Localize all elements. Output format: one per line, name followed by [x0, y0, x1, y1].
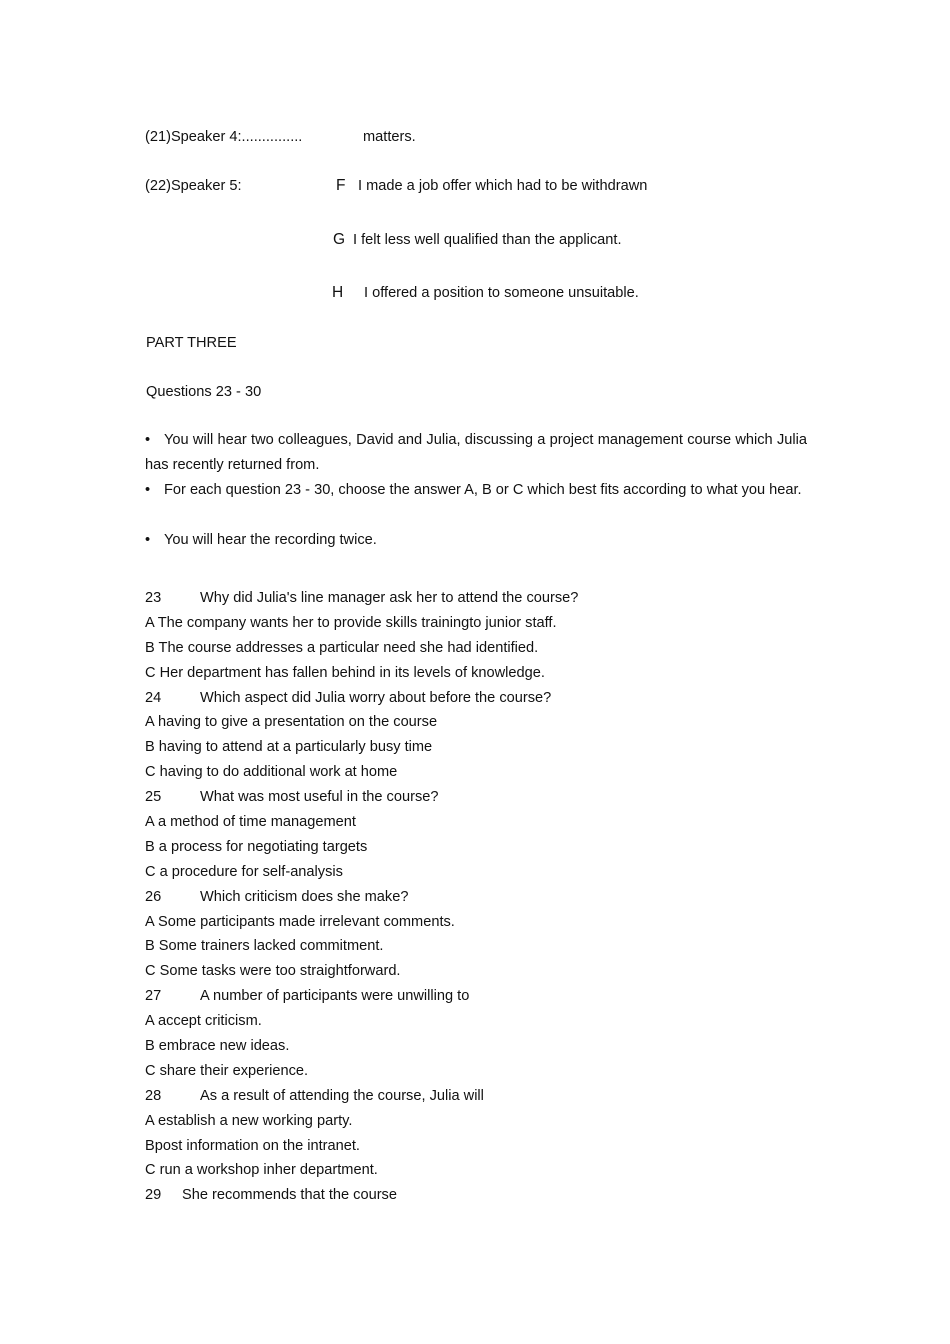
answer-option: Bpost information on the intranet.: [145, 1137, 360, 1154]
answer-option: A a method of time management: [145, 814, 356, 831]
question-text: Why did Julia's line manager ask her to attend the course?: [200, 590, 579, 606]
question-27: [145, 987, 578, 1012]
question-text: What was most useful in the course?: [200, 789, 439, 806]
question-number: 26: [145, 888, 162, 905]
question-text: She recommends that the course: [182, 1187, 397, 1204]
answer-option: C a procedure for self-analysis: [145, 863, 343, 880]
instruction-2: [145, 478, 806, 503]
instruction-3: [145, 528, 807, 553]
option-letter-h: H: [332, 284, 344, 301]
part-subtitle: Questions 23 - 30: [146, 384, 262, 400]
answer-option: B The course addresses a particular need she had identified.: [145, 639, 539, 656]
instruction-text: You will hear the recording twice.: [164, 532, 377, 548]
answer-option: B a process for negotiating targets: [145, 838, 368, 855]
instruction-1: [145, 428, 807, 478]
bullet: •: [145, 482, 151, 498]
answer-option: A Some participants made irrelevant comments.: [145, 913, 455, 930]
question-29: [145, 1186, 578, 1211]
answer-option: A The company wants her to provide skills trainingto junior staff.: [145, 614, 557, 631]
answer-option: A establish a new working party.: [145, 1112, 353, 1129]
question-24: [145, 689, 578, 714]
option-letter-g: G: [333, 231, 346, 248]
answer-option: B Some trainers lacked commitment.: [145, 938, 384, 955]
question-number: 27: [145, 988, 162, 1005]
question-26: [145, 888, 578, 913]
question-25: [145, 788, 578, 813]
question-text: A number of participants were unwilling to: [200, 988, 470, 1005]
bullet: •: [145, 532, 151, 548]
speaker-22-label: (22)Speaker 5:: [145, 178, 242, 194]
answer-option: C Some tasks were too straightforward.: [145, 963, 401, 980]
question-28: [145, 1087, 578, 1112]
question-text: As a result of attending the course, Julia will: [200, 1087, 484, 1104]
answer-option: C Her department has fallen behind in its levels of knowledge.: [145, 664, 545, 681]
answer-option: A accept criticism.: [145, 1013, 262, 1030]
speaker-21-tail: matters.: [363, 129, 416, 145]
answer-option: C share their experience.: [145, 1062, 309, 1079]
option-text-g: I felt less well qualified than the applicant.: [353, 232, 622, 248]
question-number: 23: [145, 590, 162, 606]
question-number: 24: [145, 689, 162, 706]
question-number: 28: [145, 1087, 162, 1104]
answer-option: C run a workshop inher department.: [145, 1162, 378, 1179]
question-text: Which criticism does she make?: [200, 888, 409, 905]
part-title: PART THREE: [146, 335, 237, 351]
answer-option: A having to give a presentation on the course: [145, 714, 438, 731]
option-text-h: I offered a position to someone unsuitable.: [364, 285, 639, 301]
option-letter-f: F: [336, 177, 346, 194]
option-text-f: I made a job offer which had to be withdrawn: [358, 178, 648, 194]
question-number: 25: [145, 789, 162, 806]
question-text: Which aspect did Julia worry about before the course?: [200, 689, 552, 706]
instruction-text: For each question 23 - 30, choose the answer A, B or C which best fits according to what you hear.: [164, 482, 802, 498]
question-number: 29: [145, 1187, 162, 1204]
instruction-text: You will hear two colleagues, David and Julia, discussing a project management course which Julia has recently returned from.: [145, 432, 807, 473]
speaker-21-label: (21)Speaker 4:...............: [145, 129, 303, 145]
question-23: [145, 589, 578, 614]
bullet: •: [145, 432, 151, 448]
question-list: [145, 589, 578, 1211]
answer-option: C having to do additional work at home: [145, 764, 398, 781]
answer-option: B embrace new ideas.: [145, 1038, 290, 1055]
answer-option: B having to attend at a particularly busy time: [145, 739, 433, 756]
